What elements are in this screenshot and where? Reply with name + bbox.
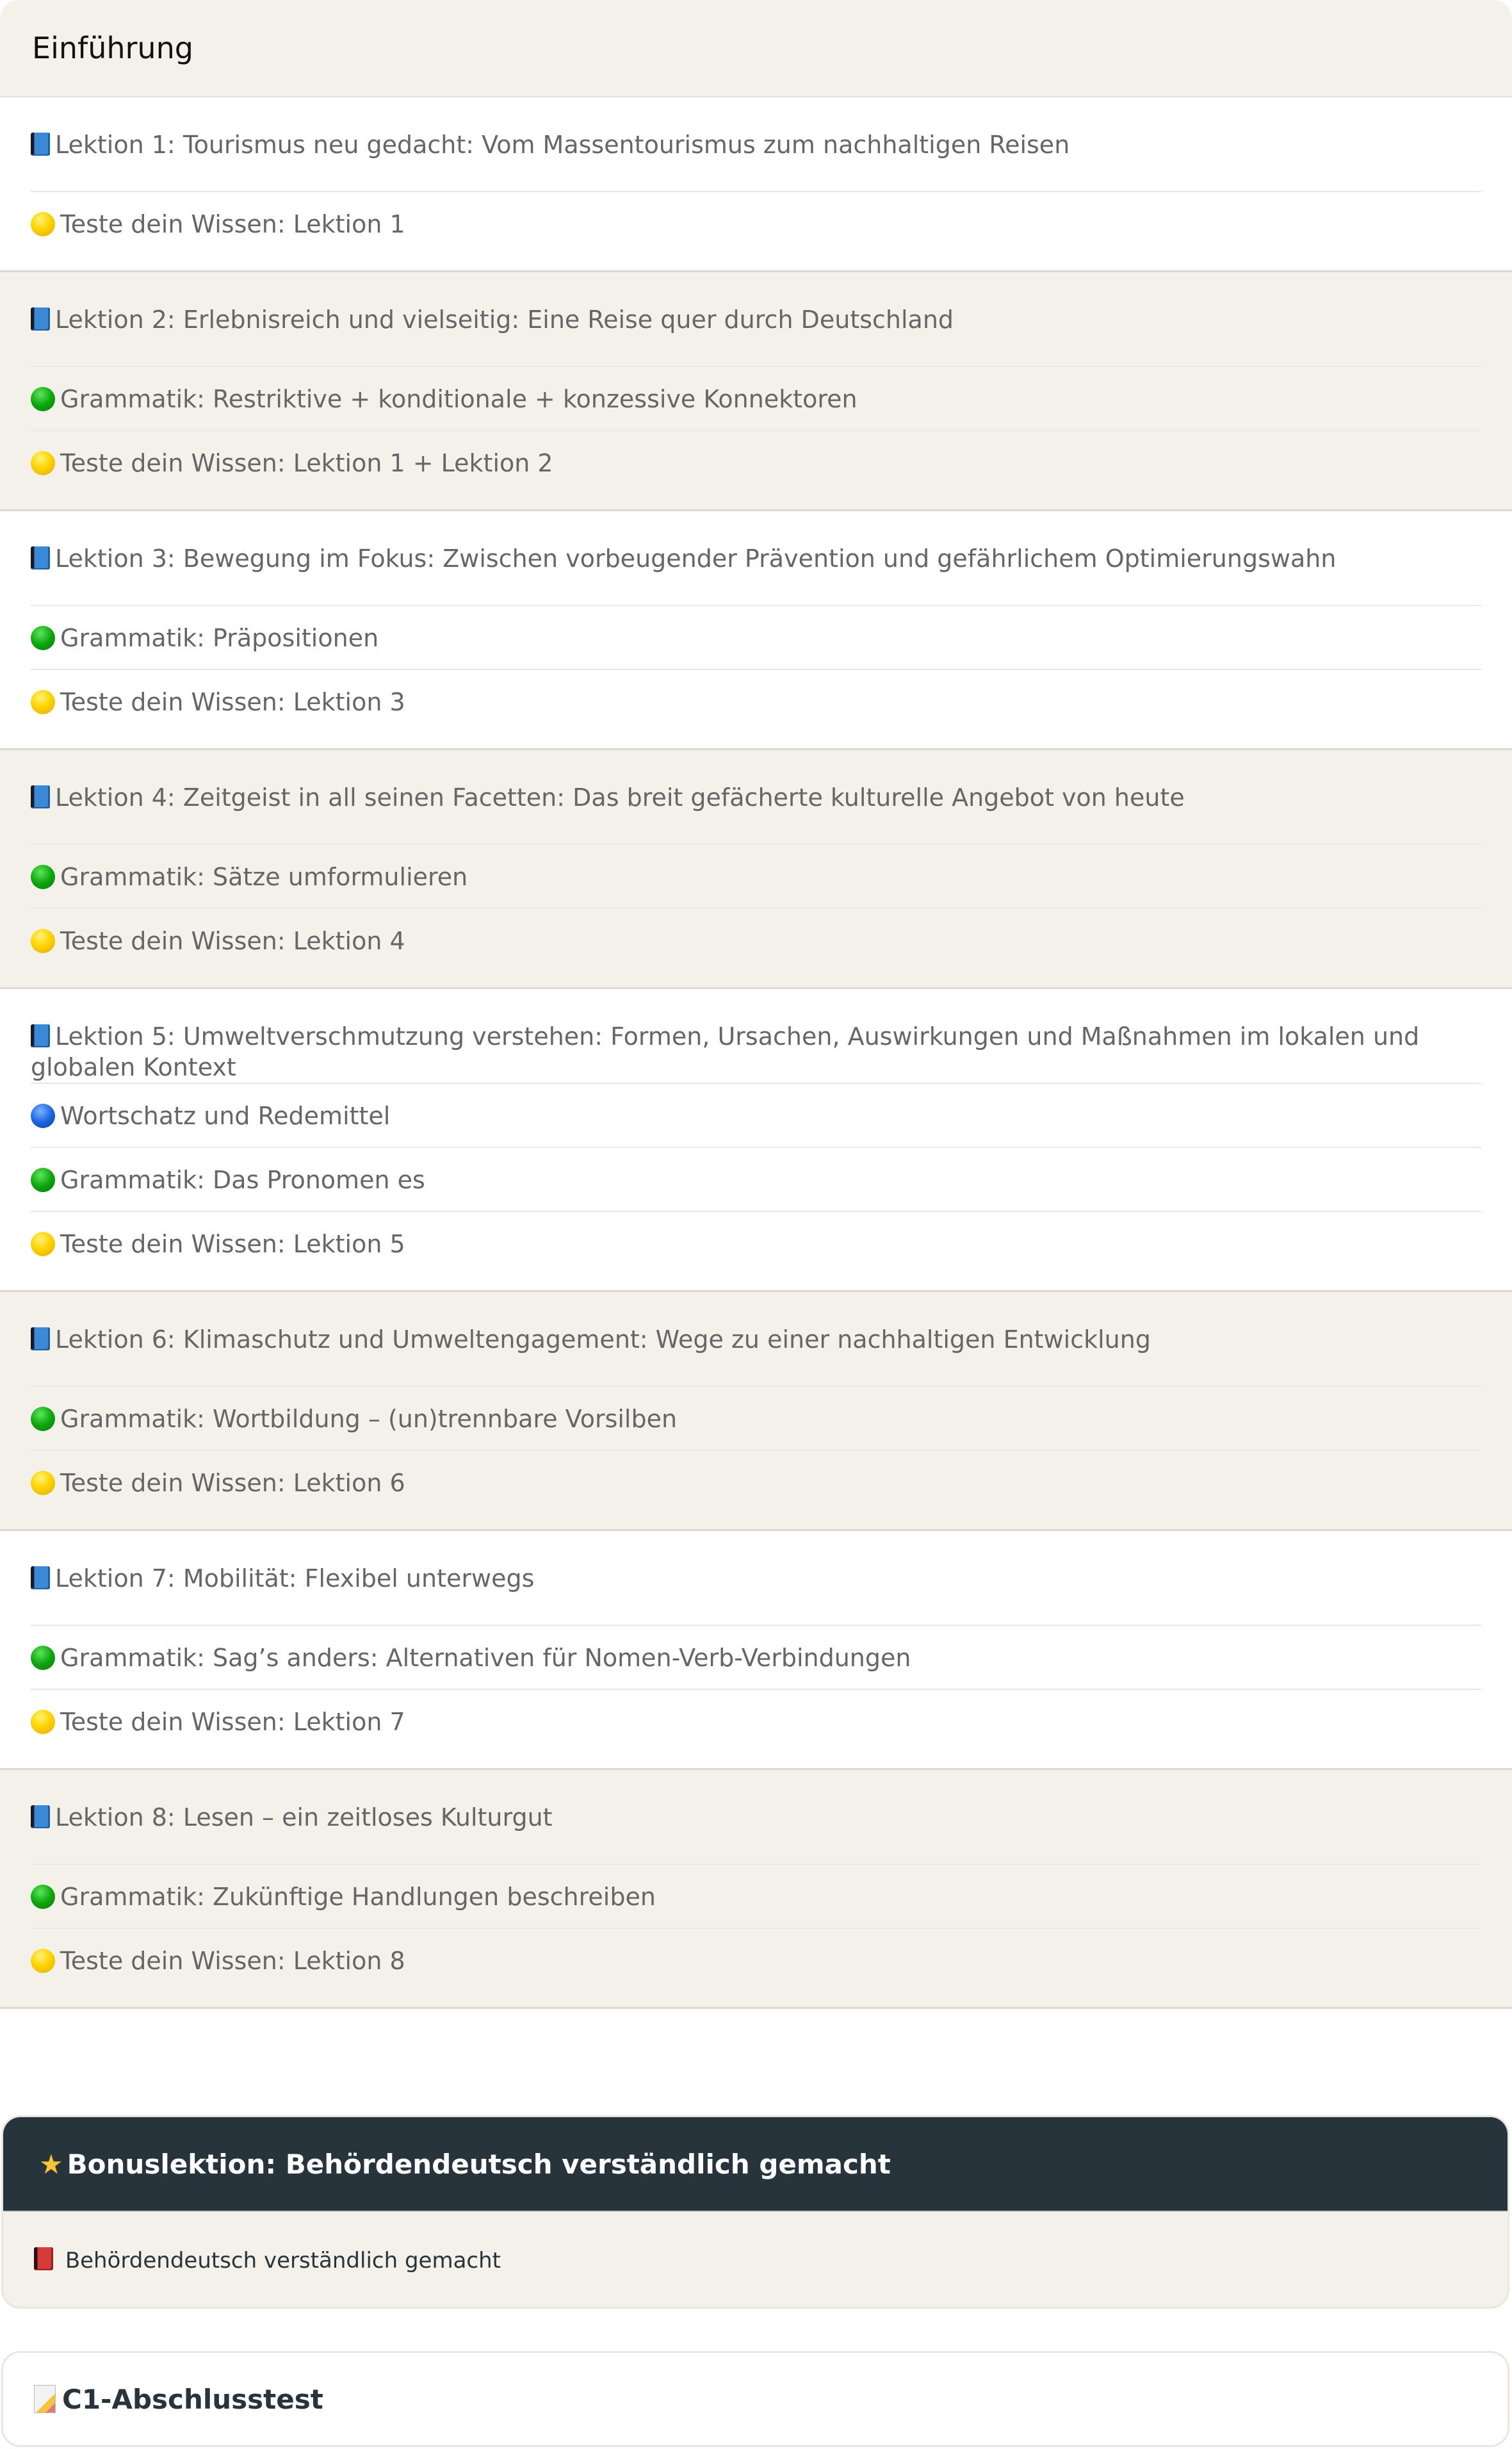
lesson-item-content: [31, 303, 1481, 335]
bonus-lesson-item[interactable]: [34, 2247, 501, 2273]
lesson-item-content: [31, 431, 1481, 479]
lesson-item-content: [31, 1148, 1481, 1195]
bonus-lesson-header[interactable]: [3, 2117, 1508, 2212]
green-circle-icon: [31, 1646, 55, 1670]
lesson-item-content: [31, 1865, 1481, 1912]
lesson-item[interactable]: [31, 128, 1481, 192]
lesson-item[interactable]: [31, 606, 1481, 670]
lesson-section: [0, 97, 1512, 272]
lesson-item[interactable]: [31, 542, 1481, 606]
lesson-item[interactable]: [31, 1929, 1481, 1976]
lesson-item-content: [31, 1929, 1481, 1976]
lesson-item-label: Grammatik: Präpositionen: [60, 624, 379, 652]
lesson-item[interactable]: [31, 1562, 1481, 1626]
lesson-item[interactable]: [31, 1626, 1481, 1690]
lesson-item[interactable]: [31, 670, 1481, 717]
lesson-item-label: Teste dein Wissen: Lektion 4: [60, 927, 405, 955]
blue-book-icon: [31, 1566, 50, 1589]
yellow-circle-icon: [31, 212, 55, 236]
final-test-card[interactable]: [1, 2351, 1509, 2447]
lesson-section: [0, 1292, 1512, 1531]
lesson-item-label: Teste dein Wissen: Lektion 7: [60, 1708, 405, 1736]
lesson-item-label: Grammatik: Das Pronomen es: [60, 1166, 425, 1194]
yellow-circle-icon: [31, 1232, 55, 1256]
lesson-item-content: [31, 1084, 1481, 1131]
blue-book-icon: [31, 1805, 50, 1828]
lesson-item-content: [31, 1690, 1481, 1737]
lesson-section: [0, 989, 1512, 1292]
green-circle-icon: [31, 1168, 55, 1192]
lesson-item-content: [31, 1387, 1481, 1434]
lesson-item-label: Lektion 7: Mobilität: Flexibel unterwegs: [55, 1564, 535, 1593]
blue-book-icon: [31, 546, 50, 569]
lesson-item[interactable]: [31, 1865, 1481, 1929]
bonus-lesson-title: Bonuslektion: Behördendeutsch verständlich gemacht: [67, 2148, 891, 2180]
lesson-item-label: Teste dein Wissen: Lektion 6: [60, 1469, 405, 1497]
lesson-item-content: [31, 542, 1481, 574]
lesson-item[interactable]: [31, 1690, 1481, 1737]
lesson-item-content: [31, 845, 1481, 892]
lesson-item-label: Teste dein Wissen: Lektion 5: [60, 1230, 405, 1258]
yellow-circle-icon: [31, 690, 55, 714]
lesson-item-label: Grammatik: Sätze umformulieren: [60, 863, 468, 891]
green-circle-icon: [31, 1885, 55, 1909]
lesson-section: [0, 1770, 1512, 2009]
lesson-item-label: Teste dein Wissen: Lektion 3: [60, 688, 405, 716]
green-circle-icon: [31, 626, 55, 650]
lesson-item-label: Lektion 4: Zeitgeist in all seinen Facetten: Das breit gefächerte kulturelle Angebot von heute: [55, 783, 1185, 812]
lesson-item[interactable]: [31, 192, 1481, 240]
lesson-item[interactable]: [31, 1801, 1481, 1865]
lesson-item-label: Grammatik: Zukünftige Handlungen beschreiben: [60, 1883, 656, 1911]
lesson-item[interactable]: [31, 1084, 1481, 1148]
lesson-item-label: Grammatik: Wortbildung – (un)trennbare Vorsilben: [60, 1405, 678, 1433]
lesson-item-content: [31, 1626, 1481, 1673]
lesson-item-content: [31, 1212, 1481, 1259]
lesson-item[interactable]: [31, 909, 1481, 956]
lesson-item-content: [31, 367, 1481, 414]
yellow-circle-icon: [31, 1710, 55, 1734]
blue-circle-icon: [31, 1104, 55, 1128]
green-circle-icon: [31, 387, 55, 411]
course-title: Einführung: [32, 31, 193, 65]
blue-book-icon: [31, 307, 50, 331]
lesson-item-label: Wortschatz und Redemittel: [60, 1102, 391, 1130]
lesson-item-content: [31, 909, 1481, 956]
bonus-lesson-card: [1, 2115, 1509, 2309]
lesson-item-content: [31, 1562, 1481, 1594]
lesson-item-label: Lektion 2: Erlebnisreich und vielseitig: Eine Reise quer durch Deutschland: [55, 306, 954, 334]
lesson-item[interactable]: [31, 845, 1481, 909]
lesson-item[interactable]: [31, 1451, 1481, 1498]
lesson-item[interactable]: [31, 1212, 1481, 1259]
course-header[interactable]: [0, 0, 1512, 97]
bonus-lesson-body: [3, 2212, 1508, 2308]
lesson-item-content: [31, 1020, 1481, 1083]
lesson-item-content: [31, 192, 1481, 240]
lesson-item-content: [31, 781, 1481, 813]
blue-book-icon: [31, 1327, 50, 1350]
yellow-circle-icon: [31, 929, 55, 953]
lesson-item-label: Lektion 6: Klimaschutz und Umweltengagement: Wege zu einer nachhaltigen Entwicklung: [55, 1325, 1151, 1354]
blue-book-icon: [31, 785, 50, 808]
blue-book-icon: [31, 133, 50, 156]
lesson-section: [0, 1531, 1512, 1770]
lesson-item-label: Grammatik: Restriktive + konditionale + konzessive Konnektoren: [60, 385, 858, 413]
lesson-item-label: Lektion 1: Tourismus neu gedacht: Vom Massentourismus zum nachhaltigen Reisen: [55, 131, 1070, 159]
lesson-item-content: [31, 1451, 1481, 1498]
lesson-item[interactable]: [31, 1387, 1481, 1451]
lesson-item[interactable]: [31, 1020, 1481, 1084]
final-test-title: C1-Abschlusstest: [62, 2383, 323, 2415]
lesson-item[interactable]: [31, 303, 1481, 367]
lesson-item-content: [31, 606, 1481, 653]
lesson-item-content: [31, 1801, 1481, 1833]
lesson-section: [0, 750, 1512, 989]
yellow-circle-icon: [31, 1471, 55, 1495]
lesson-section: [0, 272, 1512, 511]
lesson-item-label: Lektion 3: Bewegung im Fokus: Zwischen vorbeugender Prävention und gefährlichem Optimierungswahn: [55, 545, 1337, 573]
lesson-item-label: Teste dein Wissen: Lektion 1: [60, 210, 405, 238]
lesson-item[interactable]: [31, 781, 1481, 845]
lesson-item[interactable]: [31, 431, 1481, 479]
star-icon: ★: [39, 2148, 63, 2180]
lesson-item-content: [31, 1323, 1481, 1355]
blue-book-icon: [31, 1024, 50, 1047]
bonus-lesson-item-label: Behördendeutsch verständlich gemacht: [65, 2247, 501, 2273]
lesson-item-label: Lektion 8: Lesen – ein zeitloses Kulturgut: [55, 1803, 553, 1831]
yellow-circle-icon: [31, 451, 55, 475]
memo-icon: [34, 2385, 56, 2413]
lesson-item-label: Lektion 5: Umweltverschmutzung verstehen: Formen, Ursachen, Auswirkungen und Maßnahmen im lokalen und globalen Kontext: [31, 1022, 1420, 1081]
lesson-item-label: Teste dein Wissen: Lektion 1 + Lektion 2: [60, 449, 553, 477]
green-circle-icon: [31, 865, 55, 889]
red-book-icon: [34, 2247, 53, 2270]
lesson-item[interactable]: [31, 367, 1481, 431]
lesson-item-label: Teste dein Wissen: Lektion 8: [60, 1947, 405, 1975]
lesson-item[interactable]: [31, 1148, 1481, 1212]
lesson-item-content: [31, 670, 1481, 717]
lesson-item[interactable]: [31, 1323, 1481, 1387]
lesson-item-content: [31, 128, 1481, 160]
yellow-circle-icon: [31, 1949, 55, 1973]
green-circle-icon: [31, 1407, 55, 1431]
lesson-item-label: Grammatik: Sag’s anders: Alternativen für Nomen-Verb-Verbindungen: [60, 1644, 911, 1672]
course-sections: [0, 97, 1512, 2009]
lesson-section: [0, 511, 1512, 750]
